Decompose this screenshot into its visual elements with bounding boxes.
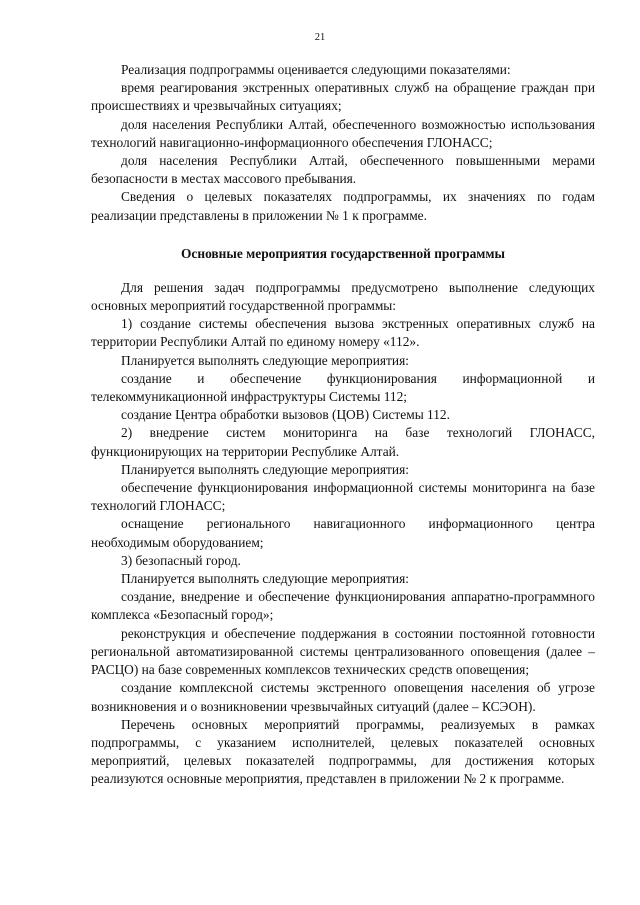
paragraph: создание Центра обработки вызовов (ЦОВ) Системы 112. <box>121 407 450 423</box>
paragraph: оснащение регионального навигационного информационного центра необходимым оборудованием; <box>91 516 595 550</box>
paragraph: реконструкция и обеспечение поддержания в состоянии постоянной готовности региональной автоматизированной системы централизованного оповещения (далее – РАСЦО) на базе современных комплексов технических средств оповещения; <box>91 625 595 678</box>
paragraph: 1) создание системы обеспечения вызова экстренных оперативных служб на территории Республики Алтай по единому номеру «112». <box>91 316 595 350</box>
paragraph: создание комплексной системы экстренного оповещения населения об угрозе возникновения и о возникновении чрезвычайных ситуаций (далее – КСЭОН). <box>91 680 595 714</box>
paragraph: Планируется выполнять следующие мероприятия: <box>121 352 409 368</box>
section-heading: Основные мероприятия государственной программы <box>181 245 505 261</box>
document-body <box>91 61 595 789</box>
paragraph: 3) безопасный город. <box>121 552 241 568</box>
paragraph: Планируется выполнять следующие мероприятия: <box>121 461 409 477</box>
paragraph: доля населения Республики Алтай, обеспеченного возможностью использования технологий навигационно-информационного обеспечения ГЛОНАСС; <box>91 116 595 150</box>
paragraph: Сведения о целевых показателях подпрограммы, их значениях по годам реализации представлены в приложении № 1 к программе. <box>91 189 595 223</box>
paragraph: 2) внедрение систем мониторинга на базе технологий ГЛОНАСС, функционирующих на территории Республике Алтай. <box>91 425 595 459</box>
paragraph: создание, внедрение и обеспечение функционирования аппаратно-программного комплекса «Безопасный город»; <box>91 589 595 623</box>
page-number: 21 <box>314 32 326 43</box>
paragraph: доля населения Республики Алтай, обеспеченного повышенными мерами безопасности в местах массового пребывания. <box>91 153 595 187</box>
paragraph: Перечень основных мероприятий программы, реализуемых в рамках подпрограммы, с указанием исполнителей, целевых показателей основных мероприятий, целевых показателей подпрограммы, для достижения которых реализуются основные мероприятия, представлен в приложении № 2 к программе. <box>91 716 595 787</box>
paragraph: обеспечение функционирования информационной системы мониторинга на базе технологий ГЛОНАСС; <box>91 480 595 514</box>
paragraph: Планируется выполнять следующие мероприятия: <box>121 571 409 587</box>
paragraph: создание и обеспечение функционирования информационной и телекоммуникационной инфраструктуры Системы 112; <box>91 370 595 405</box>
paragraph: Реализация подпрограммы оценивается следующими показателями: <box>121 62 511 77</box>
paragraph: Для решения задач подпрограммы предусмотрено выполнение следующих основных мероприятий государственной программы: <box>91 279 595 314</box>
paragraph: время реагирования экстренных оперативных служб на обращение граждан при происшествиях и чрезвычайных ситуациях; <box>91 80 595 114</box>
